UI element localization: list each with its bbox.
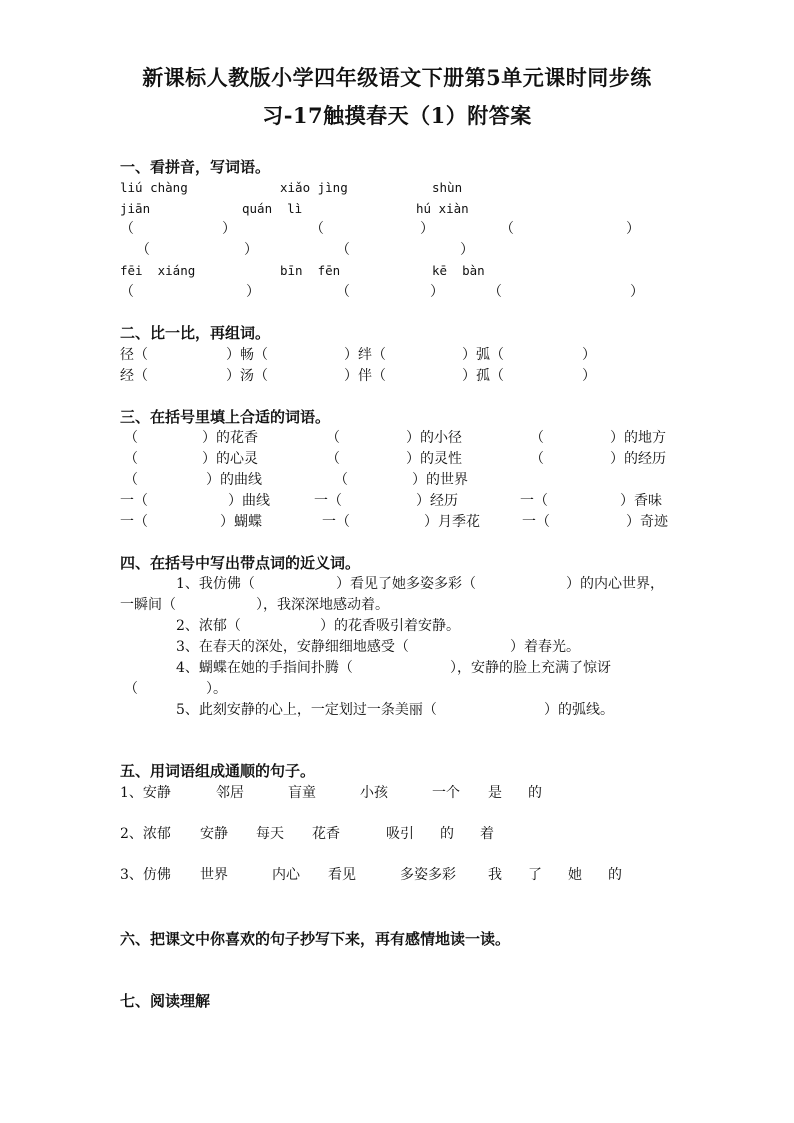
pinyin-ke-ban: kē bàn [432,263,485,278]
synonym-q1: ）的内心世界， [566,576,664,592]
sentence-word: 花香 [312,826,340,842]
fill-open: （ [124,472,138,488]
compare-chang: ）畅（ [226,347,268,363]
sentence-word: 1、安静 [120,785,171,801]
answer-paren: ） [244,242,258,258]
answer-paren: ） [430,284,444,300]
section-7-heading: 七、阅读理解 [120,992,211,1010]
synonym-q2: ）的花香吸引着安静。 [320,618,460,634]
fill-measure-open: 一（ [120,514,148,530]
section-5-heading: 五、用词语组成通顺的句子。 [120,762,316,780]
pinyin-fei-xiang: fēi xiáng [120,263,196,278]
sentence-word: 2、浓郁 [120,826,171,842]
fill-open: （ [530,430,544,446]
synonym-q3: ）着春光。 [510,639,580,655]
sentence-word: 的 [608,867,622,883]
synonym-q5: 5、此刻安静的心上，一定划过一条美丽（ [176,702,437,718]
fill-measure-open: 一（ [314,493,342,509]
page-title-line1: 新课标人教版小学四年级语文下册第5单元课时同步练 [142,65,652,90]
page-title-line2: 习-17触摸春天（1）附答案 [262,103,532,128]
sentence-word: 的 [440,826,454,842]
section-2-heading: 二、比一比，再组词。 [120,324,271,342]
synonym-q1: 1、我仿佛（ [176,576,255,592]
synonym-q5: ）的弧线。 [544,702,614,718]
pinyin-bin-fen: bīn fēn [280,263,341,278]
sentence-word: 小孩 [360,785,388,801]
section-6-heading: 六、把课文中你喜欢的句子抄写下来，再有感情地读一读。 [120,930,511,948]
sentence-word: 盲童 [288,785,316,801]
section-4-heading: 四、在括号中写出带点词的近义词。 [120,554,361,572]
answer-paren: （ [500,221,514,237]
pinyin-hu-xian: hú xiàn [416,201,469,216]
answer-paren: ） [222,221,236,237]
fill-measure-item: ）奇迹 [626,514,668,530]
fill-measure-item: ）香味 [620,493,662,509]
fill-measure-item: ）经历 [416,493,458,509]
section-3-heading: 三、在括号里填上合适的词语。 [120,408,331,426]
fill-open: （ [326,451,340,467]
fill-measure-open: 一（ [522,514,550,530]
fill-open: （ [334,472,348,488]
fill-open: （ [124,451,138,467]
answer-paren: ） [420,221,434,237]
fill-item: ）的灵性 [406,451,462,467]
synonym-q2: 2、浓郁（ [176,618,241,634]
synonym-q4: ）。 [206,681,227,697]
sentence-word: 安静 [200,826,228,842]
sentence-word: 世界 [200,867,228,883]
fill-item: ）的花香 [202,430,258,446]
fill-item: ）的曲线 [206,472,262,488]
section-1-heading: 一、看拼音，写词语。 [120,158,271,176]
synonym-q3: 3、在春天的深处，安静细细地感受（ [176,639,409,655]
sentence-word: 我 [488,867,502,883]
pinyin-quan-li: quán lì [242,201,303,216]
pinyin-shun: shùn [432,180,463,195]
synonym-q1: ），我深深地感动着。 [256,597,389,613]
sentence-word: 着 [480,826,494,842]
fill-measure-open: 一（ [120,493,148,509]
answer-paren: （ [336,242,350,258]
fill-measure-item: ）月季花 [424,514,480,530]
compare-ban: ）绊（ [344,347,386,363]
sentence-word: 多姿多彩 [400,867,456,883]
answer-paren: （ [336,284,350,300]
answer-paren: （ [120,284,134,300]
sentence-word: 一个 [432,785,460,801]
sentence-word: 内心 [272,867,300,883]
fill-measure-open: 一（ [322,514,350,530]
compare-gu: ）孤（ [462,368,504,384]
compare-ban2: ）伴（ [344,368,386,384]
answer-paren: ） [246,284,260,300]
compare-tang: ）汤（ [226,368,268,384]
sentence-word: 邻居 [216,785,244,801]
answer-paren: （ [310,221,324,237]
synonym-q4: ），安静的脸上充满了惊讶 [450,660,611,676]
sentence-word: 了 [528,867,542,883]
pinyin-liu-chang: liú chàng [120,180,188,195]
sentence-word: 3、仿佛 [120,867,171,883]
sentence-word: 看见 [328,867,356,883]
compare-hu: ）弧（ [462,347,504,363]
fill-item: ）的小径 [406,430,462,446]
sentence-word: 吸引 [386,826,414,842]
compare-jing2: 经（ [120,368,148,384]
answer-paren: ） [630,284,644,300]
fill-item: ）的地方 [610,430,666,446]
synonym-q4-open: （ [124,681,138,697]
answer-paren: （ [136,242,150,258]
fill-item: ）的世界 [412,472,468,488]
answer-paren: （ [120,221,134,237]
sentence-word: 每天 [256,826,284,842]
fill-measure-item: ）蝴蝶 [220,514,262,530]
synonym-q1: 一瞬间（ [120,597,176,613]
compare-close2: ） [582,368,596,384]
answer-paren: （ [488,284,502,300]
sentence-word: 她 [568,867,582,883]
sentence-word: 是 [488,785,502,801]
fill-open: （ [530,451,544,467]
sentence-word: 的 [528,785,542,801]
fill-item: ）的经历 [610,451,666,467]
fill-measure-item: ）曲线 [228,493,270,509]
answer-paren: ） [626,221,640,237]
synonym-q4: 4、蝴蝶在她的手指间扑腾（ [176,660,353,676]
pinyin-jian: jiān [120,201,151,216]
compare-jing: 径（ [120,347,148,363]
pinyin-xiao-jing: xiǎo jìng [280,180,348,195]
answer-paren: ） [460,242,474,258]
fill-open: （ [124,430,138,446]
fill-item: ）的心灵 [202,451,258,467]
fill-measure-open: 一（ [520,493,548,509]
compare-close: ） [582,347,596,363]
fill-open: （ [326,430,340,446]
synonym-q1: ）看见了她多姿多彩（ [336,576,476,592]
